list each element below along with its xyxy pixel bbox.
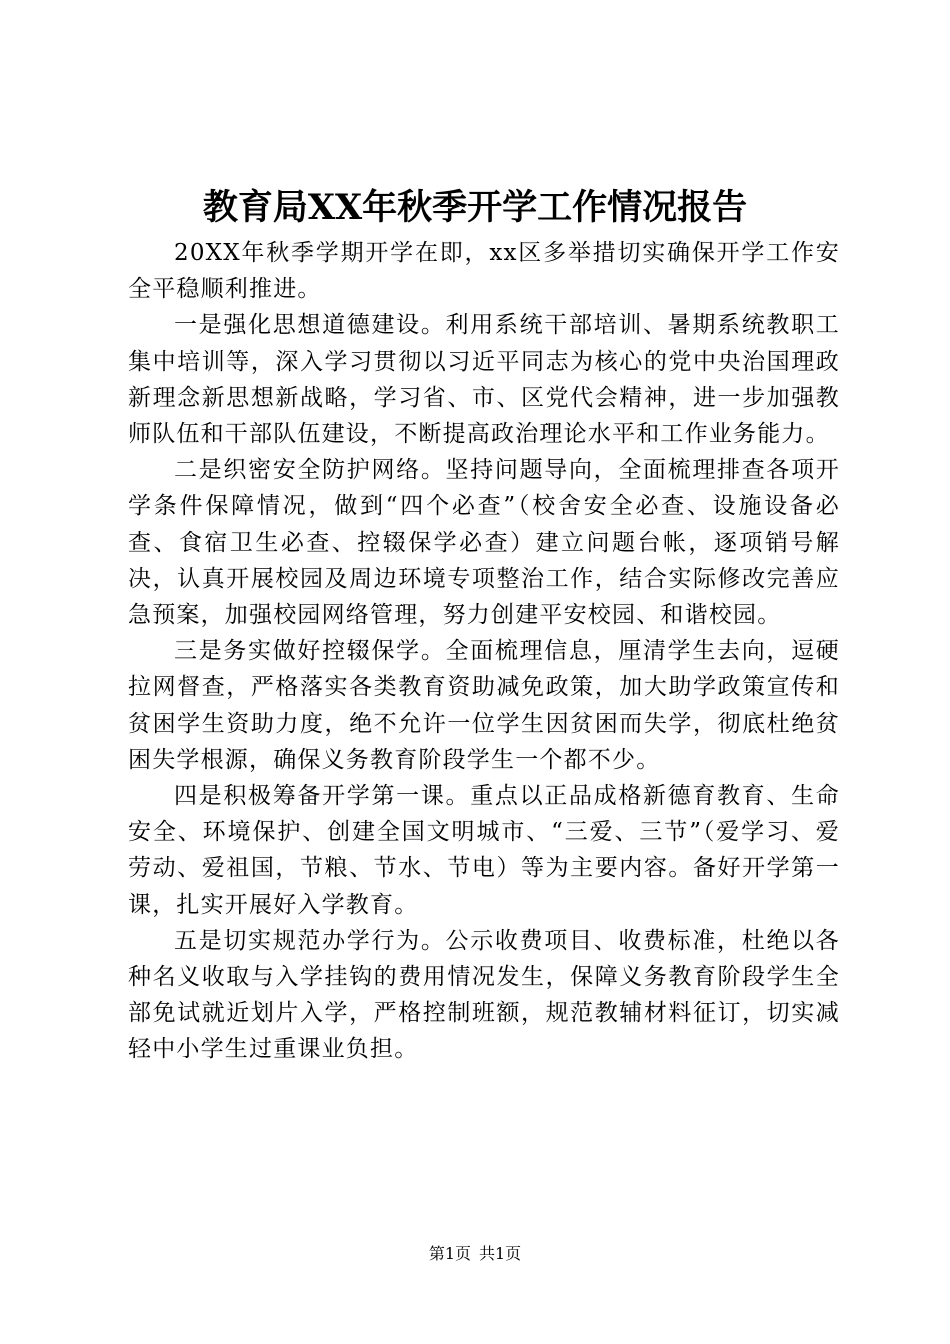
paragraph-3: 三是务实做好控辍保学。全面梳理信息，厘清学生去向，逗硬拉网督查，严格落实各类教育资助减免政策，加大助学政策宣传和贫困学生资助力度，绝不允许一位学生因贫困而失学，彻底杜绝贫困失学根源，确保义务教育阶段学生一个都不少。: [128, 638, 840, 773]
document-body: [128, 235, 840, 1068]
paragraph-4: 四是积极筹备开学第一课。重点以正品成格新德育教育、生命安全、环境保护、创建全国文明城市、“三爱、三节”（爱学习、爱劳动、爱祖国，节粮、节水、节电）等为主要内容。备好开学第一课，扎实开展好入学教育。: [128, 783, 840, 918]
page-footer: [0, 1244, 950, 1264]
page-number: 第1页: [428, 1244, 471, 1263]
page-total: 共1页: [479, 1244, 522, 1263]
document-title: 教育局XX年秋季开学工作情况报告: [202, 187, 748, 228]
paragraph-5: 五是切实规范办学行为。公示收费项目、收费标准，杜绝以各种名义收取与入学挂钩的费用情况发生，保障义务教育阶段学生全部免试就近划片入学，严格控制班额，规范教辅材料征订，切实减轻中小学生过重课业负担。: [128, 927, 840, 1063]
paragraph-intro: 20XX年秋季学期开学在即，xx区多举措切实确保开学工作安全平稳顺利推进。: [128, 240, 840, 303]
paragraph-1: 一是强化思想道德建设。利用系统干部培训、暑期系统教职工集中培训等，深入学习贯彻以习近平同志为核心的党中央治国理政新理念新思想新战略，学习省、市、区党代会精神，进一步加强教师队伍和干部队伍建设，不断提高政治理论水平和工作业务能力。: [128, 312, 840, 448]
paragraph-2: 二是织密安全防护网络。坚持问题导向，全面梳理排查各项开学条件保障情况，做到“四个必查”（校舍安全必查、设施设备必查、食宿卫生必查、控辍保学必查）建立问题台帐，逐项销号解决，认真开展校园及周边环境专项整治工作，结合实际修改完善应急预案，加强校园网络管理，努力创建平安校园、和谐校园。: [128, 457, 840, 629]
